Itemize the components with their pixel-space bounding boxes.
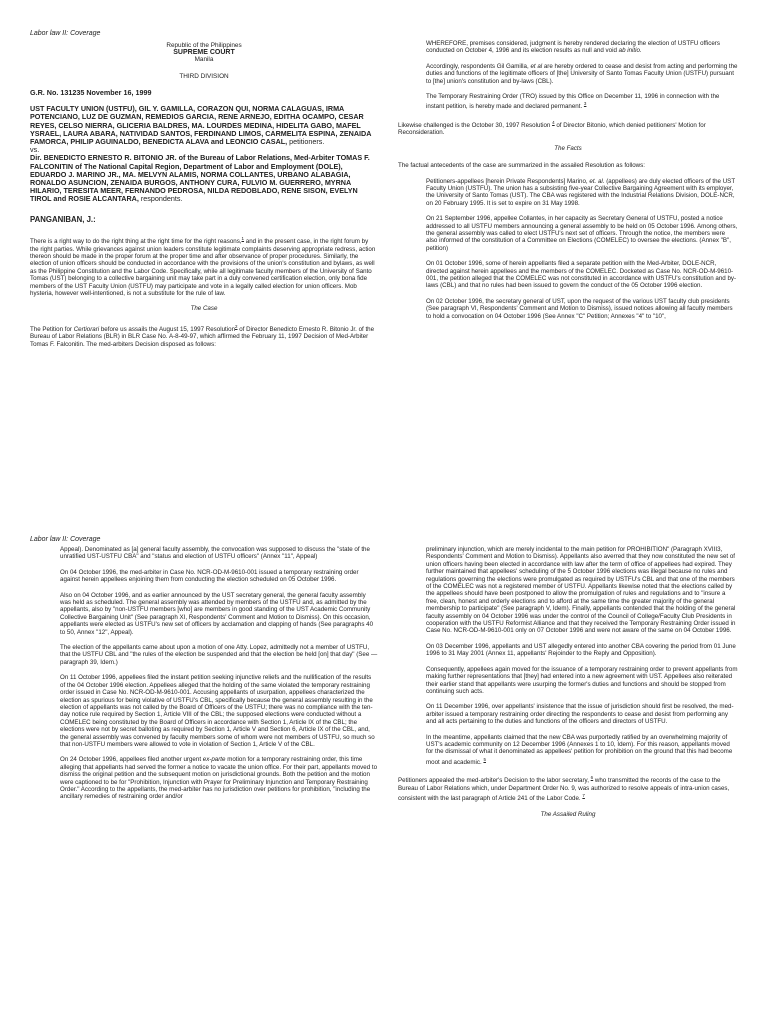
- facts-intro: The factual antecedents of the case are summarized in the assailed Resolution as follows:: [398, 162, 645, 170]
- footnote-link-2[interactable]: 2: [235, 323, 238, 329]
- respondents-names: Dir. BENEDICTO ERNESTO R. BITONIO JR. of the Bureau of Labor Relations, Med-Arbiter TOMAS F. FALCONITIN of The National Capital Region, Department of Labor and Employment (DOLE), EDUARDO J. MARINO JR., MA. MELVYN ALAMIS, NORMA COLLANTES, URBANO ALABAGIA, RONALDO ASUNCION, ZENAIDA BURGOS, ANTHONY CURA, FULVIO M. GUERRERO, MYRNA HILARIO, TERESITA MEER, FERNANDO PEDROSA, NILDA REDOBLADO, RENE SISON, EVELYN TIROL and ROSIE ALCANTARA,: [30, 153, 370, 204]
- urgent-motion-paragraph: On 24 October 1996, appellees filed another urgent ex-parte motion for a temporary restraining order, this time alleging that appellants had served the former a notice to vacate the union office. For their part, appellants moved to dismiss the original petition and the subsequent motion on jurisdictional grounds. Both the petition and the motion were captioned to be for "Prohibition, Injunction with Prayer for Preliminary Injunction and Temporary Restraining Order." According to the appellants, the med-arbiter has no jurisdiction over petitions for prohibition, "including the ancillary remedies of restraining order and/or: [60, 756, 378, 801]
- right-column: [398, 546, 738, 828]
- republic-line: Republic of the Philippines: [166, 42, 242, 49]
- versus-label: vs.: [30, 145, 40, 155]
- left-column: [30, 40, 378, 356]
- footnote-link-1[interactable]: 1: [241, 236, 245, 242]
- case-number: G.R. No. 131235 November 16, 1999: [30, 87, 152, 97]
- petition-filed-paragraph: On 11 October 1996, appellees filed the instant petition seeking injunctive reliefs and the nullification of the results of the 04 October 1996 election. Appellees alleged that the holding of the same violated the temporary restraining order issued in Case No. NCR-OD-M-9610-001. Accusing appellants of usurpation, appellees characterized the election as spurious for being violative of USTFU's CBL, specifically because the general assembly resulting in the election of appellants was not called by the Board of Officers of the USTFU; there was no compliance with the ten-day notice rule required by Section 1, Article VIII of the CBL; the supposed elections were conducted without a COMELEC being constituted by the Board of Officers in accordance with Section 1, Article IX of the CBL; the elections were not by secret balloting as required by Section 1, Article V and Section 6, Article IX of the CBL, and, the general assembly was convened by faculty members some of whom were not members of USTFU, so much so that non-USTFU members were allowed to vote in violation of Section 1, Article V of the CBL.: [60, 674, 375, 748]
- footnote-link-4[interactable]: 4: [552, 119, 555, 125]
- facts-paragraph-1: Petitioners-appellees [herein Private Respondents] Marino, et. al. (appellees) are duly elected officers of the UST Faculty Union (USTFU). The union has a subsisting five-year Collective Bargaining Agreement with its employer, the University of Santo Tomas (UST). The CBA was registered with the Industrial Relations Division, DOLE-NCR, on 20 February 1995. It is set to expire on 31 May 1998.: [426, 177, 735, 207]
- page-header: Labor law II: Coverage: [30, 536, 101, 543]
- facts-paragraph-4: On 02 October 1996, the secretary general of UST, upon the request of the various UST faculty club presidents (See paragraph VI, Respondents' Comment and Motion to Dismiss), issued notices allowing all faculty members to hold a convocation on 04 October 1996 (See Annex "C" Petition; Annexes "4" to "10",: [426, 297, 733, 320]
- section-title-assailed-ruling: The Assailed Ruling: [540, 810, 596, 818]
- facts-paragraph-3: On 01 October 1996, some of herein appellants filed a separate petition with the Med-Arbiter, DOLE-NCR, directed against herein appellees and the members of the COMELEC. Docketed as Case No. NCR-OD-M-9610-001, the petition alleged that the COMELEC was not constituted in accordance with USTFU's constitution and by-laws (CBL) and that no rules had been issued to govern the conduct of the 05 October 1996 election.: [426, 260, 737, 290]
- intro-paragraph: There is a right way to do the right thing at the right time for the right reasons,$^1$ and in the present case, in the right forum by the right parties. While grievances against union leaders constitute legitimate complaints deserving appropriate redress, action thereon should be made in the proper forum at the proper time and after observance of proper procedures. Similarly, the election of union officers should be conducted in accordance with the provisions of the union's constitution and bylaws, as well as the Philippine Constitution and the Labor Code. Specifically, while all legitimate faculty members of the University of Santo Tomas (UST) belonging to a collective bargaining unit may take part in a duly convened certification election, only bona fide members of the UST Faculty Union (USTFU) may participate and vote in a legally called election for union officers. Mob hysteria, however well-intentioned, is not a substitute for the rule of law.: [30, 236, 376, 297]
- footnote-link-5[interactable]: 5: [483, 756, 486, 762]
- december-11-paragraph: On 11 December 1996, over appellants' insistence that the issue of jurisdiction should first be resolved, the med-arbiter issued a temporary restraining order directing the respondents to cease and desist from performing any and all acts pertaining to the duties and functions of the officers and directors of USTFU.: [426, 703, 734, 726]
- case-paragraph: The Petition for Certiorari before us assails the August 15, 1997 Resolution$^2$ of Director Benedicto Ernesto R. Bitonio Jr. of the Bureau of Labor Relations (BLR) in BLR Case No. A-8-49-97, which affirmed the February 11, 1997 Decision of Med-Arbiter Tomas F. Falconitin. The med-arbiters Decision disposed as follows:: [30, 323, 375, 348]
- section-title-the-case: The Case: [190, 305, 218, 313]
- document-page-2: [0, 512, 768, 1024]
- assembly-paragraph: Also on 04 October 1996, and as earlier announced by the UST secretary general, the general faculty assembly was held as scheduled. The general assembly was attended by members of the USTFU and, as admitted by the appellants, also by "non-USTFU members [who] are members in good standing of the UST Academic Community Collective Bargaining Unit" (See paragraph XI, Respondents' Comment and Motion to Dismiss). On this occasion, appellants were elected as USTFU's new set of officers by acclamation and clapping of hands (See paragraphs 40 to 50, Annex "12", Appeal).: [60, 591, 374, 636]
- tro-paragraph: The Temporary Restraining Order (TRO) issued by this Office on December 11, 1996 in connection with the instant petition, is hereby made and declared permanent. $^3$: [426, 93, 720, 111]
- footnote-link-7[interactable]: 7: [582, 793, 585, 799]
- court-heading: [30, 42, 378, 80]
- accordingly-paragraph: Accordingly, respondents Gil Gamilla, et al are hereby ordered to cease and desist from acting and performing the duties and functions of the legitimate officers of [the] University of Santo Tomas Faculty Union (USTFU) pursuant to [the] union's constitution and by-laws (CBL).: [426, 62, 738, 85]
- section-title-the-facts: The Facts: [554, 144, 582, 152]
- manila-line: Manila: [194, 56, 214, 64]
- supreme-court-line: SUPREME COURT: [173, 49, 235, 57]
- facts-paragraph-2: On 21 September 1996, appellee Collantes, in her capacity as Secretary General of USTFU, posted a notice addressed to all USTFU members announcing a general assembly to be held on 05 October 1996. Among others, the general assembly was called to elect USTFU's next set of officers. Through the notice, the members were also informed of the constitution of a Committee on Elections (COMELEC) to oversee the elections. (Annex "B", petition): [426, 215, 738, 252]
- footnote-link-3[interactable]: 3: [583, 101, 587, 107]
- appeal-paragraph: Petitioners appealed the med-arbiter's Decision to the labor secretary, $^6$ who transmitted the records of the case to the Bureau of Labor Relations which, under Department Order No. 9, was authorized to resolve appeals of intra-union cases, consistent with the last paragraph of Article 241 of the Labor Code. $^7$: [398, 775, 730, 803]
- parties-block: [30, 105, 378, 203]
- ponente-name: PANGANIBAN, J.:: [30, 214, 96, 224]
- continued-paragraph: Appeal). Denominated as [a] general faculty assembly, the convocation was supposed to discuss the "state of the unratified UST-USTFU CBA" and "status and election of USTFU officers" (Annex "11", Appeal): [60, 546, 370, 561]
- likewise-paragraph: Likewise challenged is the October 30, 1997 Resolution $^4$ of Director Bitonio, which denied petitioners' Motion for Reconsideration.: [398, 119, 706, 137]
- injunction-paragraph: preliminary injunction, which are merely incidental to the main petition for PROHIBITION" (Paragraph XVIII3, Respondents' Comment and Motion to Dismiss). Appellants also averred that they now constituted the new set of union officers having been elected in accordance with law after the term of office of appellees had expired. They further maintained that appellees' scheduling of the 5 October 1996 elections was illegal because no rules and regulations governing the elections were promulgated as required by USTFU's CBL and that one of the members of the COMELEC was not a registered member of USTFU. Appellants likewise noted that the elections called by the appellees should have been postponed to allow the promulgation of rules and regulations and to "insure a free, clean, honest and orderly elections and to afford at the same time the greater majority of the general membership to participate" (See paragraph V, Idem). Finally, appellants contended that the holding of the general faculty assembly on 04 October 1996 was under the control of the Council of College/Faculty Club Presidents in cooperation with the USTFU Reformist Alliance and that they received the Temporary Restraining Order issued in Case No. NCR-OD-M-9610-001 only on 07 October 1996 and were not aware of the same on 04 October 1996.: [426, 546, 736, 635]
- footnote-link-6[interactable]: 6: [590, 775, 594, 781]
- page-header: Labor law II: Coverage: [30, 30, 101, 37]
- division-line: THIRD DIVISION: [179, 72, 229, 80]
- respondents-label: respondents.: [140, 194, 183, 204]
- tro-issued-paragraph: On 04 October 1996, the med-arbiter in Case No. NCR-OD-M-9610-001 issued a temporary restraining order against herein appellees enjoining them from conducting the election scheduled on 05 October 1996.: [60, 568, 359, 584]
- wherefore-paragraph: WHEREFORE, premises considered, judgment is hereby rendered declaring the election of USTFU officers conducted on October 4, 1996 and its election results as null and void ab initio.: [426, 40, 720, 55]
- left-column: [60, 546, 378, 809]
- petitioners-label: petitioners.: [289, 137, 325, 147]
- petitioners-names: UST FACULTY UNION (USTFU), GIL Y. GAMILLA, CORAZON QUI, NORMA CALAGUAS, IRMA POTENCIANO, LUZ DE GUZMAN, REMEDIOS GARCIA, RENE ARNEJO, EDITHA OCAMPO, CESAR REYES, CELSO NIERRA, GLICERIA BALDRES, MA. LOURDES MEDINA, HIDELITA GABO, MAFEL YSRAEL, LAURA ABARA, NATIVIDAD SANTOS, FERDINAND LIMOS, CARMELITA ESPINA, ZENAIDA FAMORCA, PHILIP AGUINALDO, BENEDICTA ALAVA and LEONCIO CASAL,: [30, 104, 372, 147]
- meantime-paragraph: In the meantime, appellants claimed that the new CBA was purportedly ratified by an overwhelming majority of UST's academic community on 12 December 1996 (Annexes 1 to 10, Idem). For this reason, appellants moved for the dismissal of what it denominated as appellees' petition for prohibition on the ground that this had become moot and academic. $^5$: [426, 733, 733, 766]
- right-column: [398, 40, 738, 328]
- consequently-paragraph: Consequently, appellees again moved for the issuance of a temporary restraining order to prevent appellants from making further representations that [they] had entered into a new agreement with UST. Appellees also reiterated their earlier stand that appellants were usurping the former's duties and functions and should be stopped from continuing such acts.: [426, 665, 738, 695]
- election-motion-paragraph: The election of the appellants came about upon a motion of one Atty. Lopez, admittedly not a member of USTFU, that the USTFU CBL and "the rules of the election be suspended and that the election be held [on] that day" (See — paragraph 39, Idem.): [60, 644, 378, 666]
- new-cba-paragraph: On 03 December 1996, appellants and UST allegedly entered into another CBA covering the period from 01 June 1996 to 31 May 2001 (Annex 11, appellants' Rejoinder to the Reply and Opposition).: [426, 642, 736, 658]
